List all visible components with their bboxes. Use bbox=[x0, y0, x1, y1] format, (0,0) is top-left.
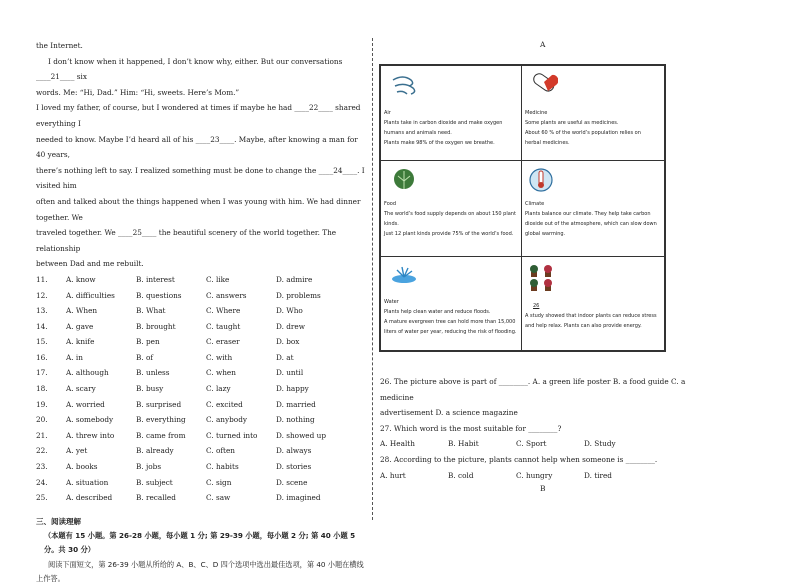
option-a: A. described bbox=[66, 493, 113, 503]
option-b: B. already bbox=[136, 446, 174, 456]
option-a: A. although bbox=[66, 368, 109, 378]
option-b: B. everything bbox=[136, 415, 186, 425]
cell-medicine bbox=[521, 65, 665, 161]
option-d: D. at bbox=[276, 352, 294, 362]
option-row bbox=[36, 443, 366, 459]
cell-line: Plants balance our climate. They help take carbon bbox=[525, 211, 651, 217]
option-row bbox=[36, 319, 366, 335]
option-b: B. questions bbox=[136, 290, 182, 300]
question-28-options bbox=[380, 468, 720, 484]
options-list bbox=[36, 272, 366, 506]
passage-line: I don’t know when it happened, I don’t know why, either. But our conversations ____21____ six bbox=[36, 56, 343, 82]
lettuce-icon bbox=[391, 167, 417, 193]
option-d: D. stories bbox=[276, 462, 312, 472]
cell-line: dioxide out of the atmosphere, which can slow down bbox=[525, 221, 657, 227]
question-27: 27. Which word is the most suitable for ________? bbox=[380, 423, 562, 433]
option-a: A. books bbox=[66, 462, 98, 472]
passage-label-b: B bbox=[540, 484, 546, 493]
option-row bbox=[36, 365, 366, 381]
question-number: 22. bbox=[36, 446, 48, 456]
cell-title: Medicine bbox=[525, 110, 548, 116]
option-a: A. know bbox=[66, 274, 96, 284]
option-row bbox=[36, 475, 366, 491]
option-a: A. threw into bbox=[66, 430, 115, 440]
wind-icon bbox=[391, 72, 419, 96]
cell-food bbox=[380, 160, 522, 257]
option-d: D. box bbox=[276, 337, 300, 347]
option-c: C. like bbox=[206, 274, 230, 284]
option-a: A. in bbox=[66, 352, 83, 362]
option-d: D. showed up bbox=[276, 430, 326, 440]
option-d: D. until bbox=[276, 368, 304, 378]
cell-line: Some plants are useful as medicines. bbox=[525, 120, 619, 126]
option-c: C. taught bbox=[206, 321, 241, 331]
option-row bbox=[36, 397, 366, 413]
question-number: 11. bbox=[36, 274, 48, 284]
question-number: 24. bbox=[36, 477, 48, 487]
pill-icon bbox=[530, 70, 558, 96]
option-d: D. always bbox=[276, 446, 312, 456]
question-26-extra: advertisement D. a science magazine bbox=[380, 408, 518, 418]
option-row bbox=[36, 334, 366, 350]
option-a: A. difficulties bbox=[66, 290, 115, 300]
option-row bbox=[36, 428, 366, 444]
option-b: B. recalled bbox=[136, 493, 176, 503]
cell-line: liters of water per year, reducing the risk of flooding. bbox=[384, 329, 517, 335]
option-row bbox=[36, 350, 366, 366]
option-c: C. lazy bbox=[206, 384, 231, 394]
option-b: B. jobs bbox=[136, 462, 162, 472]
option-d: D. nothing bbox=[276, 415, 315, 425]
option-row bbox=[36, 272, 366, 288]
passage-line: often and talked about the things happened when I was young with him. We had dinner together. We bbox=[36, 196, 361, 222]
question-number: 23. bbox=[36, 462, 48, 472]
option-d: D. Who bbox=[276, 306, 303, 316]
cell-title: Climate bbox=[525, 201, 545, 207]
cell-line: A mature evergreen tree can hold more than 15,000 bbox=[384, 319, 516, 325]
cell-line: and help relax. Plants can also provide energy. bbox=[525, 323, 642, 329]
option-b: B. brought bbox=[136, 321, 176, 331]
option-b: B. busy bbox=[136, 384, 164, 394]
option-d: D. drew bbox=[276, 321, 305, 331]
question-number: 21. bbox=[36, 430, 48, 440]
question-number: 19. bbox=[36, 399, 48, 409]
plants-table bbox=[379, 64, 666, 352]
option-a: A. situation bbox=[66, 477, 109, 487]
option: D. tired bbox=[584, 470, 612, 480]
cell-title: Food bbox=[384, 201, 396, 207]
cell-air bbox=[380, 65, 522, 161]
option-c: C. habits bbox=[206, 462, 239, 472]
question-number: 12. bbox=[36, 290, 48, 300]
potted-plants-icon bbox=[528, 263, 556, 291]
thermometer-globe-icon bbox=[528, 166, 554, 194]
column-divider bbox=[372, 38, 373, 520]
option-c: C. eraser bbox=[206, 337, 240, 347]
question-number: 20. bbox=[36, 415, 48, 425]
option-c: C. when bbox=[206, 368, 236, 378]
option-b: B. surprised bbox=[136, 399, 182, 409]
option-a: A. gave bbox=[66, 321, 94, 331]
passage-line: the Internet. bbox=[36, 41, 83, 50]
option-a: A. somebody bbox=[66, 415, 114, 425]
cell-line: About 60 % of the world’s population relies on bbox=[525, 130, 641, 136]
option-d: D. scene bbox=[276, 477, 308, 487]
question-number: 14. bbox=[36, 321, 48, 331]
option-d: D. happy bbox=[276, 384, 309, 394]
cell-line: Plants make 98% of the oxygen we breathe. bbox=[384, 140, 495, 146]
option-row bbox=[36, 288, 366, 304]
option-c: C. saw bbox=[206, 493, 231, 503]
question-number: 18. bbox=[36, 384, 48, 394]
question-number: 25. bbox=[36, 493, 48, 503]
question-28: 28. According to the picture, plants cannot help when someone is ________. bbox=[380, 454, 658, 464]
cell-line: Just 12 plant kinds provide 75% of the world’s food. bbox=[384, 231, 514, 237]
option-b: B. interest bbox=[136, 274, 175, 284]
passage-line: I loved my father, of course, but I wondered at times if maybe he had ____22____ shared everything I bbox=[36, 103, 361, 128]
cell-line: humans and animals need. bbox=[384, 130, 452, 136]
passage-line: traveled together. We ____25____ the beautiful scenery of the world together. The relationship bbox=[36, 228, 337, 253]
option-b: B. came from bbox=[136, 430, 186, 440]
option-c: C. often bbox=[206, 446, 236, 456]
cell-line: kinds. bbox=[384, 221, 399, 227]
cell-line: The world’s food supply depends on about 150 plant bbox=[384, 211, 516, 217]
water-splash-icon bbox=[389, 263, 419, 285]
option-c: C. sign bbox=[206, 477, 232, 487]
left-column bbox=[36, 38, 366, 586]
cell-line: Plants help clean water and reduce floods. bbox=[384, 309, 491, 315]
option-row bbox=[36, 459, 366, 475]
option-row bbox=[36, 490, 366, 506]
cell-line: Plants take in carbon dioxide and make oxygen bbox=[384, 120, 503, 126]
option: C. Sport bbox=[516, 439, 547, 449]
section-note: （本题有 15 小题。第 26-28 小题，每小题 1 分; 第 29-39 小题，每小题 2 分; 第 40 小题 5 分。共 30 分） bbox=[44, 531, 356, 554]
option-c: C. anybody bbox=[206, 415, 247, 425]
cell-line: A study showed that indoor plants can reduce stress bbox=[525, 313, 657, 319]
option-row bbox=[36, 412, 366, 428]
passage-line: there’s nothing left to say. I realized something must be done to change the ____24____. I visited him bbox=[36, 165, 365, 191]
option-c: C. turned into bbox=[206, 430, 258, 440]
option-a: A. When bbox=[66, 306, 98, 316]
question-27-options bbox=[380, 436, 720, 452]
option-b: B. unless bbox=[136, 368, 170, 378]
option: A. hurt bbox=[380, 470, 406, 480]
questions bbox=[380, 374, 720, 483]
cell-climate bbox=[521, 160, 665, 257]
option-b: B. What bbox=[136, 306, 166, 316]
option-a: A. yet bbox=[66, 446, 88, 456]
cell-line: herbal medicines. bbox=[525, 140, 570, 146]
passage-label-a: A bbox=[540, 40, 546, 49]
option-c: C. excited bbox=[206, 399, 243, 409]
option-d: D. imagined bbox=[276, 493, 321, 503]
option-a: A. knife bbox=[66, 337, 95, 347]
passage-line: between Dad and me rebuilt. bbox=[36, 259, 144, 269]
question-number: 15. bbox=[36, 337, 48, 347]
option-c: C. Where bbox=[206, 306, 241, 316]
cell-blank-26 bbox=[521, 256, 665, 351]
cell-water bbox=[380, 256, 522, 351]
option-b: B. pen bbox=[136, 337, 160, 347]
section-title: 三、阅读理解 bbox=[36, 516, 81, 526]
option: C. hungry bbox=[516, 470, 553, 480]
option: D. Study bbox=[584, 439, 616, 449]
section-instruction: 阅读下面短文，第 26-39 小题从所给的 A、B、C、D 四个选项中选出最佳选项，第 40 小题在横线上作答。 bbox=[36, 560, 364, 584]
option-row bbox=[36, 303, 366, 319]
option-b: B. subject bbox=[136, 477, 173, 487]
option-a: A. worried bbox=[66, 399, 105, 409]
question-number: 13. bbox=[36, 306, 48, 316]
question-number: 16. bbox=[36, 352, 48, 362]
passage-line: words. Me: “Hi, Dad.” Him: “Hi, sweets. Here’s Mom.” bbox=[36, 87, 240, 97]
passage-line: needed to know. Maybe I’d heard all of his ____23____. Maybe, after knowing a man for 40 years, bbox=[36, 134, 358, 160]
cell-title-blank: 26 bbox=[533, 303, 540, 309]
question-number: 17. bbox=[36, 368, 48, 378]
option-c: C. answers bbox=[206, 290, 247, 300]
cell-title: Water bbox=[384, 299, 399, 305]
option-d: D. married bbox=[276, 399, 316, 409]
option-b: B. of bbox=[136, 352, 154, 362]
option-d: D. problems bbox=[276, 290, 321, 300]
cell-title: Air bbox=[384, 110, 391, 116]
option-d: D. admire bbox=[276, 274, 313, 284]
option: B. cold bbox=[448, 470, 474, 480]
option-a: A. scary bbox=[66, 384, 96, 394]
option: A. Health bbox=[380, 439, 415, 449]
question-26: 26. The picture above is part of ________. A. a green life poster B. a food guide C. a medicine bbox=[380, 377, 686, 402]
option: B. Habit bbox=[448, 439, 479, 449]
option-row bbox=[36, 381, 366, 397]
option-c: C. with bbox=[206, 352, 233, 362]
cell-line: global warming. bbox=[525, 231, 566, 237]
